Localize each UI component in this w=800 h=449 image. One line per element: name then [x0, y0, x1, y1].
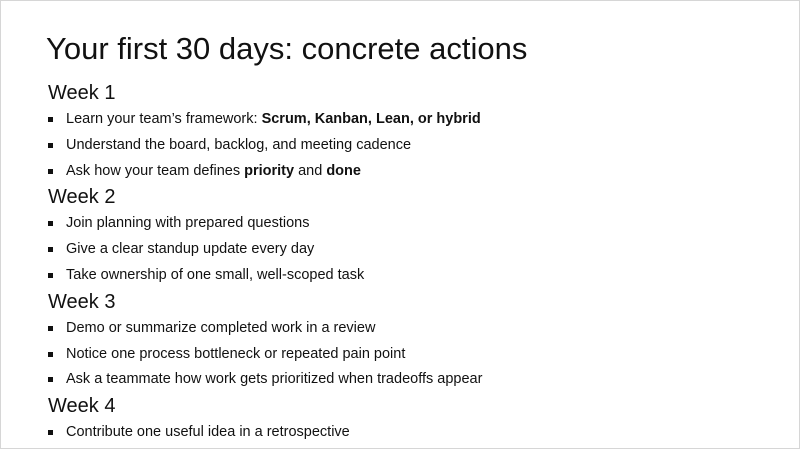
week-2-section	[48, 184, 779, 288]
action-emphasis: priority	[244, 162, 295, 179]
action-emphasis: done	[326, 162, 361, 179]
action-list	[48, 107, 779, 184]
square-bullet-icon	[48, 143, 53, 148]
square-bullet-icon	[48, 352, 53, 357]
square-bullet-icon	[48, 117, 53, 122]
action-text: Contribute one useful idea in a retrospective	[66, 424, 350, 441]
week-4-section	[48, 393, 779, 446]
week-3-section	[48, 289, 779, 393]
week-1-section	[48, 80, 779, 184]
action-list	[48, 316, 779, 393]
action-item	[48, 263, 779, 289]
square-bullet-icon	[48, 247, 53, 252]
action-text: Learn your team’s framework:	[66, 111, 262, 127]
week-heading: Week 1	[48, 82, 116, 104]
action-item	[48, 211, 779, 237]
slide-title: Your first 30 days: concrete actions	[46, 31, 528, 66]
action-list	[48, 420, 779, 446]
action-text: Notice one process bottleneck or repeated pain point	[66, 345, 406, 362]
action-item	[48, 133, 779, 159]
weekly-plan	[48, 80, 779, 446]
square-bullet-icon	[48, 326, 53, 331]
action-item	[48, 420, 779, 446]
square-bullet-icon	[48, 221, 53, 226]
action-text: Ask a teammate how work gets prioritized when tradeoffs appear	[66, 371, 483, 388]
action-item	[48, 342, 779, 368]
action-emphasis: Scrum, Kanban, Lean, or hybrid	[261, 111, 481, 127]
action-item	[48, 159, 779, 185]
square-bullet-icon	[48, 273, 53, 278]
action-item	[48, 316, 779, 342]
square-bullet-icon	[48, 169, 53, 174]
action-text-connector: and	[294, 162, 327, 179]
action-list	[48, 211, 779, 288]
action-item	[48, 367, 779, 393]
action-text: Join planning with prepared questions	[66, 215, 310, 232]
action-text: Understand the board, backlog, and meeting cadence	[66, 136, 412, 153]
action-text: Demo or summarize completed work in a review	[66, 319, 376, 336]
week-heading: Week 2	[48, 186, 116, 209]
action-item	[48, 107, 779, 133]
action-text: Take ownership of one small, well-scoped task	[66, 266, 365, 283]
square-bullet-icon	[48, 377, 53, 382]
week-heading: Week 3	[48, 290, 116, 313]
square-bullet-icon	[48, 430, 53, 435]
action-text: Ask how your team defines	[66, 162, 245, 179]
week-heading: Week 4	[48, 395, 116, 418]
action-item	[48, 237, 779, 263]
action-text: Give a clear standup update every day	[66, 241, 315, 258]
